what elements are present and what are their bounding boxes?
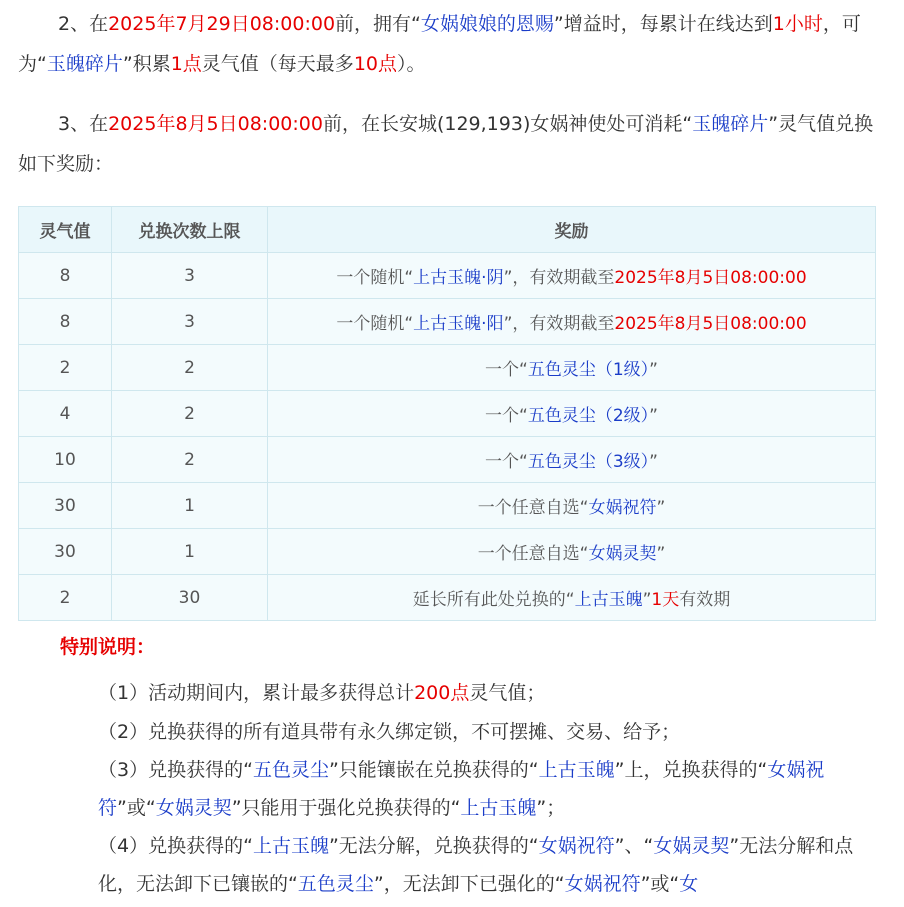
text: 灵气值；: [469, 682, 546, 704]
table-row: [19, 483, 876, 529]
cell-limit: 2: [112, 345, 268, 391]
special-notes-title: 特别说明：: [60, 636, 156, 658]
table-row: [19, 253, 876, 299]
paragraph-3: [18, 104, 876, 184]
cell-cost: 8: [19, 253, 112, 299]
item-name: 女娲祝符: [538, 835, 615, 857]
header-cost: 灵气值: [19, 207, 112, 253]
text: 延长所有此处兑换的“: [412, 590, 575, 610]
item-name: 上古玉魄: [460, 797, 537, 819]
text: ”、“: [614, 835, 654, 857]
text: ”或“: [117, 797, 156, 819]
text: ”无法分解，兑换获得的“: [328, 835, 539, 857]
cell-reward: [268, 575, 876, 621]
text: ”: [649, 360, 658, 380]
item-name: 女娲灵契: [653, 835, 730, 857]
cell-limit: 30: [112, 575, 268, 621]
text: ”，有效期截至: [503, 268, 615, 288]
item-name: 上古玉魄·阴: [413, 268, 504, 288]
points-per-hour: 1点: [170, 53, 202, 75]
buff-name: 女娲娘娘的恩赐: [420, 13, 554, 35]
cell-reward: [268, 253, 876, 299]
cell-cost: 30: [19, 529, 112, 575]
text: ”，有效期截至: [503, 314, 615, 334]
item-name: 五色灵尘（1级）: [527, 360, 650, 380]
cell-limit: 1: [112, 483, 268, 529]
text: ”；: [536, 797, 566, 819]
table-row: [19, 345, 876, 391]
item-name: 上古玉魄: [252, 835, 329, 857]
item-name: 女: [679, 873, 699, 895]
text: 有效期: [679, 590, 731, 610]
paragraph-2: [18, 4, 876, 84]
cell-reward: [268, 437, 876, 483]
text: 一个“: [485, 406, 528, 426]
text: （4）兑换获得的“: [98, 835, 253, 857]
note-2: [98, 713, 876, 751]
text: ）。: [397, 53, 426, 75]
highlight-red: 1天: [651, 590, 680, 610]
table-row: [19, 437, 876, 483]
table-row: [19, 575, 876, 621]
highlight-red: 2025年8月5日08:00:00: [614, 314, 807, 334]
text: ”: [656, 544, 666, 564]
item-name: 五色灵尘（3级）: [527, 452, 650, 472]
table-row: [19, 529, 876, 575]
text: ，可为“: [18, 13, 861, 75]
cell-cost: 10: [19, 437, 112, 483]
cell-reward: [268, 345, 876, 391]
text: 一个随机“: [336, 268, 414, 288]
text: ”或“: [640, 873, 680, 895]
note-4: [98, 827, 876, 903]
item-name: 五色灵尘: [252, 759, 329, 781]
item-name: 玉魄碎片: [46, 53, 123, 75]
cell-cost: 8: [19, 299, 112, 345]
text: ”: [642, 590, 652, 610]
online-hours: 1小时: [772, 13, 823, 35]
item-name: 上古玉魄: [538, 759, 615, 781]
table-header-row: [19, 207, 876, 253]
reward-table: [18, 206, 876, 621]
cell-reward: [268, 391, 876, 437]
text: ”: [649, 406, 658, 426]
text: （1）活动期间内，累计最多获得总计: [98, 682, 415, 704]
text: ”: [649, 452, 658, 472]
text: ”只能用于强化兑换获得的“: [231, 797, 461, 819]
text: 3、在: [58, 113, 109, 135]
deadline-date: 2025年8月5日08:00:00: [108, 113, 323, 135]
cell-cost: 2: [19, 575, 112, 621]
text: ”无法分解和点化，无法卸下已镶嵌的“: [98, 835, 854, 895]
text: 前，在长安城(129,193)女娲神使处可消耗“: [322, 113, 693, 135]
item-name: 女娲祝符: [588, 498, 657, 518]
text: ”灵气值兑换如下奖励：: [18, 113, 874, 175]
deadline-date: 2025年7月29日08:00:00: [108, 13, 336, 35]
table-row: [19, 299, 876, 345]
text: ”，无法卸下已强化的“: [373, 873, 565, 895]
cell-limit: 1: [112, 529, 268, 575]
text: ”只能镶嵌在兑换获得的“: [328, 759, 539, 781]
text: ”: [656, 498, 666, 518]
highlight-red: 2025年8月5日08:00:00: [614, 268, 807, 288]
item-name: 女娲祝符: [564, 873, 641, 895]
item-name: 五色灵尘: [297, 873, 374, 895]
cell-limit: 3: [112, 299, 268, 345]
text: 一个任意自选“: [477, 544, 589, 564]
cell-reward: [268, 299, 876, 345]
cell-cost: 2: [19, 345, 112, 391]
text: 一个随机“: [336, 314, 414, 334]
item-name: 女娲灵契: [588, 544, 657, 564]
text: 灵气值（每天最多: [201, 53, 354, 75]
note-1: [98, 674, 876, 712]
item-name: 上古玉魄·阳: [413, 314, 504, 334]
text: ”上，兑换获得的“: [614, 759, 768, 781]
table-row: [19, 391, 876, 437]
text: ”积累: [122, 53, 171, 75]
cell-limit: 3: [112, 253, 268, 299]
cell-cost: 30: [19, 483, 112, 529]
header-reward: 奖励: [268, 207, 876, 253]
text: 一个“: [485, 360, 528, 380]
item-name: 女娲灵契: [155, 797, 232, 819]
daily-max: 10点: [353, 53, 397, 75]
item-name: 玉魄碎片: [692, 113, 769, 135]
text: 前，拥有“: [335, 13, 421, 35]
cell-limit: 2: [112, 391, 268, 437]
cell-cost: 4: [19, 391, 112, 437]
text: ”增益时，每累计在线达到: [553, 13, 773, 35]
text: 一个“: [485, 452, 528, 472]
item-name: 五色灵尘（2级）: [527, 406, 650, 426]
cell-reward: [268, 483, 876, 529]
text: （3）兑换获得的“: [98, 759, 253, 781]
item-name: 上古玉魄: [574, 590, 643, 610]
cell-reward: [268, 529, 876, 575]
text: （2）兑换获得的所有道具带有永久绑定锁，不可摆摊、交易、给予；: [98, 721, 681, 743]
note-3: [98, 751, 876, 827]
header-limit: 兑换次数上限: [112, 207, 268, 253]
text: 一个任意自选“: [477, 498, 589, 518]
text: 2、在: [58, 13, 109, 35]
cell-limit: 2: [112, 437, 268, 483]
total-points: 200点: [414, 682, 470, 704]
item-name: 女娲祝符: [98, 759, 825, 819]
